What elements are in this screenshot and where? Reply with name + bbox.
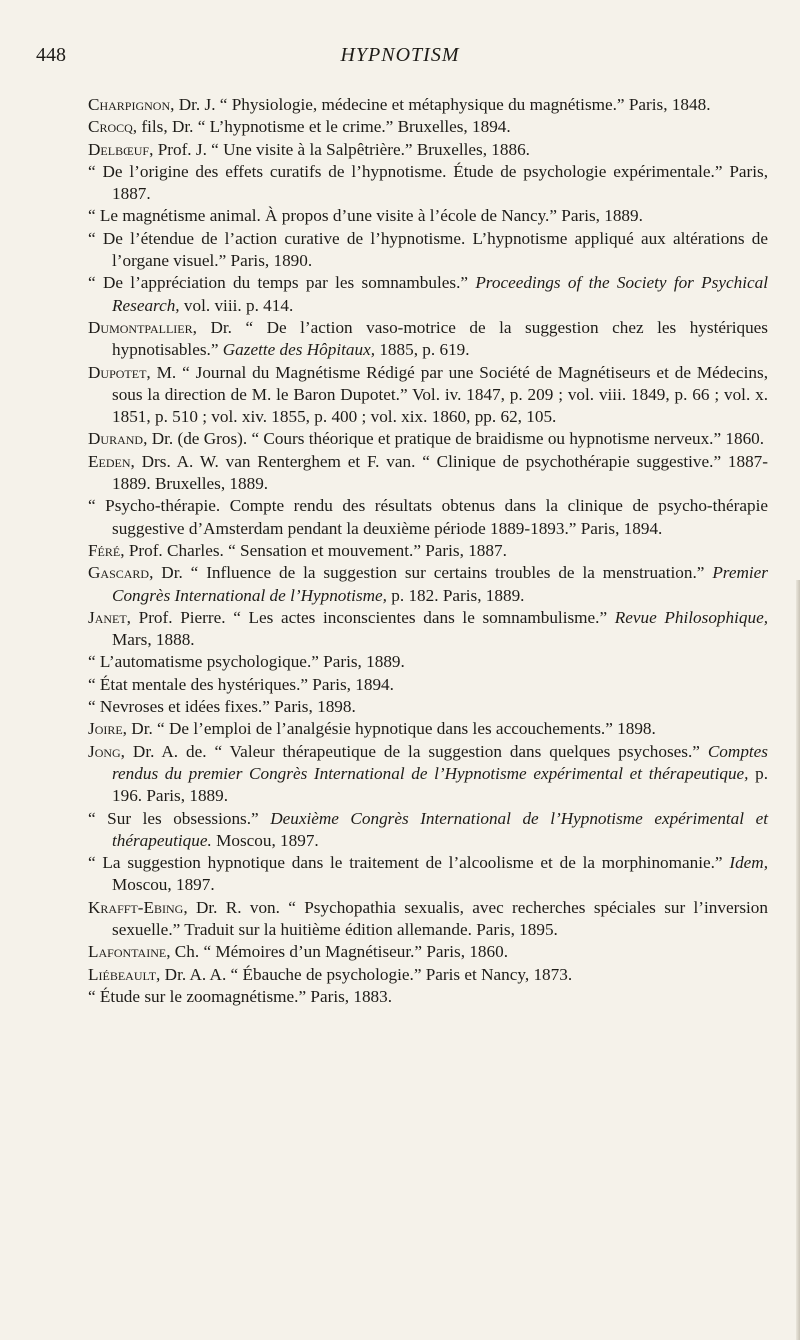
entry-details: 1885, p. 619. [375, 340, 470, 360]
entry-text: M. “ Journal du Magnétisme Rédigé par une Société de Magnétiseurs et de Médecins, sous la direction de M. le Baron Dupotet.” Vol. iv. 1847, p. 209 ; vol. viii. 1849, p. 66 ; vol. x. 1851, p. 510 ; vol. xiv. 1855, p. 400 ; vol. xix. 1860, pp. 62, 105. [112, 362, 768, 427]
entry-text: Prof. J. “ Une visite à la Salpêtrière.” Bruxelles, 1886. [153, 139, 530, 159]
entry-text: Dr. “ De l’action vaso-motrice de la suggestion chez les hystériques hypnotisables.” [112, 317, 768, 360]
entry-text: Dr. A. A. “ Ébauche de psychologie.” Paris et Nancy, 1873. [160, 964, 573, 984]
bibliography-entry [88, 897, 768, 942]
bibliography-entry [88, 607, 768, 652]
entry-author: Gascard, [88, 563, 154, 583]
entry-text: Prof. Pierre. “ Les actes inconscientes dans le somnambulisme.” [130, 607, 615, 627]
entry-details: vol. viii. p. 414. [179, 295, 294, 315]
entry-text: “ Sur les obsessions.” [88, 808, 271, 828]
entry-text: “ État mentale des hystériques.” Paris, 1894. [88, 674, 394, 694]
entry-author: Lafontaine, [88, 942, 171, 962]
entry-text: Dr. “ Influence de la suggestion sur certains troubles de la menstruation.” [153, 563, 713, 583]
bibliography-entry [88, 94, 768, 116]
entry-text: Dr. (de Gros). “ Cours théorique et pratique de braidisme ou hypnotisme nerveux.” 1860. [147, 429, 765, 449]
bibliography-subentry [88, 228, 768, 273]
bibliography-subentry [88, 674, 768, 696]
entry-author: Féré, [88, 540, 125, 560]
bibliography-entry [88, 139, 768, 161]
bibliography-entry [88, 116, 768, 138]
entry-text: “ Étude sur le zoomagnétisme.” Paris, 1883. [88, 986, 393, 1006]
bibliography-entry [88, 317, 768, 362]
entry-author: Eeden, [88, 451, 135, 471]
bibliography-entry [88, 451, 768, 496]
entry-text: Dr. “ De l’emploi de l’analgésie hypnotique dans les accouchements.” 1898. [126, 719, 656, 739]
entry-author: Dupotet, [88, 362, 151, 382]
entry-author: Krafft-Ebing, [88, 897, 188, 917]
entry-journal: Proceedings of the Society for Psychical Research, [112, 273, 768, 315]
bibliography-entry [88, 718, 768, 740]
bibliography-subentry [88, 986, 768, 1008]
entry-author: Delbœuf, [88, 139, 154, 159]
page-header [36, 44, 764, 74]
entry-author: Liébeault, [88, 964, 161, 984]
bibliography-entry [88, 941, 768, 963]
entry-text: Dr. R. von. “ Psychopathia sexualis, avec recherches spéciales sur l’inversion sexuelle.” Traduit sur la huitième édition allemande. Paris, 1895. [112, 897, 768, 939]
entry-text: “ De l’origine des effets curatifs de l’hypnotisme. Étude de psychologie expérimentale.” Paris, 1887. [88, 161, 768, 204]
bibliography-subentry [88, 651, 768, 673]
bibliography-subentry [88, 272, 768, 317]
page-number: 448 [36, 44, 66, 66]
entry-details: Moscou, 1897. [112, 875, 215, 895]
entry-author: Janet, [88, 607, 131, 627]
entry-text: fils, Dr. “ L’hypnotisme et le crime.” Bruxelles, 1894. [137, 117, 511, 137]
entry-details: Moscou, 1897. [211, 830, 319, 850]
entry-author: Dumontpallier, [88, 317, 197, 337]
entry-text: “ Le magnétisme animal. À propos d’une visite à l’école de Nancy.” Paris, 1889. [88, 206, 643, 226]
bibliography-entry [88, 741, 768, 808]
entry-journal: Revue Philosophique, [614, 607, 769, 627]
bibliography-subentry [88, 205, 768, 227]
entry-details: p. 182. Paris, 1889. [386, 585, 525, 605]
entry-text: Prof. Charles. “ Sensation et mouvement.” Paris, 1887. [124, 540, 507, 560]
bibliography-entry [88, 362, 768, 429]
entry-journal: Gazette des Hôpitaux, [222, 340, 376, 360]
entry-author: Joire, [88, 719, 127, 739]
page-edge-shadow [796, 580, 800, 1340]
entry-details: Mars, 1888. [112, 630, 195, 650]
entry-text: “ La suggestion hypnotique dans le traitement de l’alcoolisme et de la morphinomanie.” [88, 853, 730, 873]
bibliography-entry [88, 428, 768, 450]
entry-journal: Deuxième Congrès International de l’Hypnotisme expérimental et thérapeutique. [112, 808, 768, 850]
bibliography-entry [88, 540, 768, 562]
entry-details: p. 196. Paris, 1889. [112, 763, 769, 806]
entry-text: Drs. A. W. van Renterghem et F. van. “ Clinique de psychothérapie suggestive.” 1887-1889. Bruxelles, 1889. [112, 451, 768, 494]
entry-author: Charpignon, [88, 95, 175, 114]
bibliography-entry [88, 964, 768, 986]
running-title: HYPNOTISM [340, 44, 460, 66]
bibliography-subentry [88, 696, 768, 718]
entry-journal: Premier Congrès International de l’Hypnotisme, [112, 563, 768, 605]
bibliography-subentry [88, 161, 768, 206]
entry-author: Durand, [88, 429, 148, 449]
entry-text: “ Psycho-thérapie. Compte rendu des résultats obtenus dans la clinique de psycho-thérapie suggestive d’Amsterdam pendant la deuxième période 1889-1893.” Paris, 1894. [88, 496, 768, 538]
entry-text: Dr. A. de. “ Valeur thérapeutique de la suggestion dans quelques psychoses.” [124, 741, 708, 761]
entry-text: Ch. “ Mémoires d’un Magnétiseur.” Paris, 1860. [170, 942, 508, 962]
entry-journal: Idem, [729, 853, 768, 873]
entry-text: “ De l’étendue de l’action curative de l’hypnotisme. L’hypnotisme appliqué aux altérations de l’organe visuel.” Paris, 1890. [88, 228, 768, 271]
entry-text: Dr. J. “ Physiologie, médecine et métaphysique du magnétisme.” Paris, 1848. [174, 95, 711, 114]
bibliography-subentry [88, 808, 768, 853]
entry-journal: Comptes rendus du premier Congrès International de l’Hypnotisme expérimental et thérapeutique, [112, 741, 768, 783]
bibliography-list [88, 94, 768, 1008]
entry-author: Jong, [88, 741, 125, 761]
entry-text: “ Nevroses et idées fixes.” Paris, 1898. [88, 697, 356, 717]
bibliography-subentry [88, 495, 768, 540]
entry-text: “ De l’appréciation du temps par les somnambules.” [88, 273, 476, 293]
entry-author: Crocq, [88, 117, 138, 137]
bibliography-entry [88, 562, 768, 607]
entry-text: “ L’automatisme psychologique.” Paris, 1889. [88, 652, 405, 672]
bibliography-subentry [88, 852, 768, 897]
